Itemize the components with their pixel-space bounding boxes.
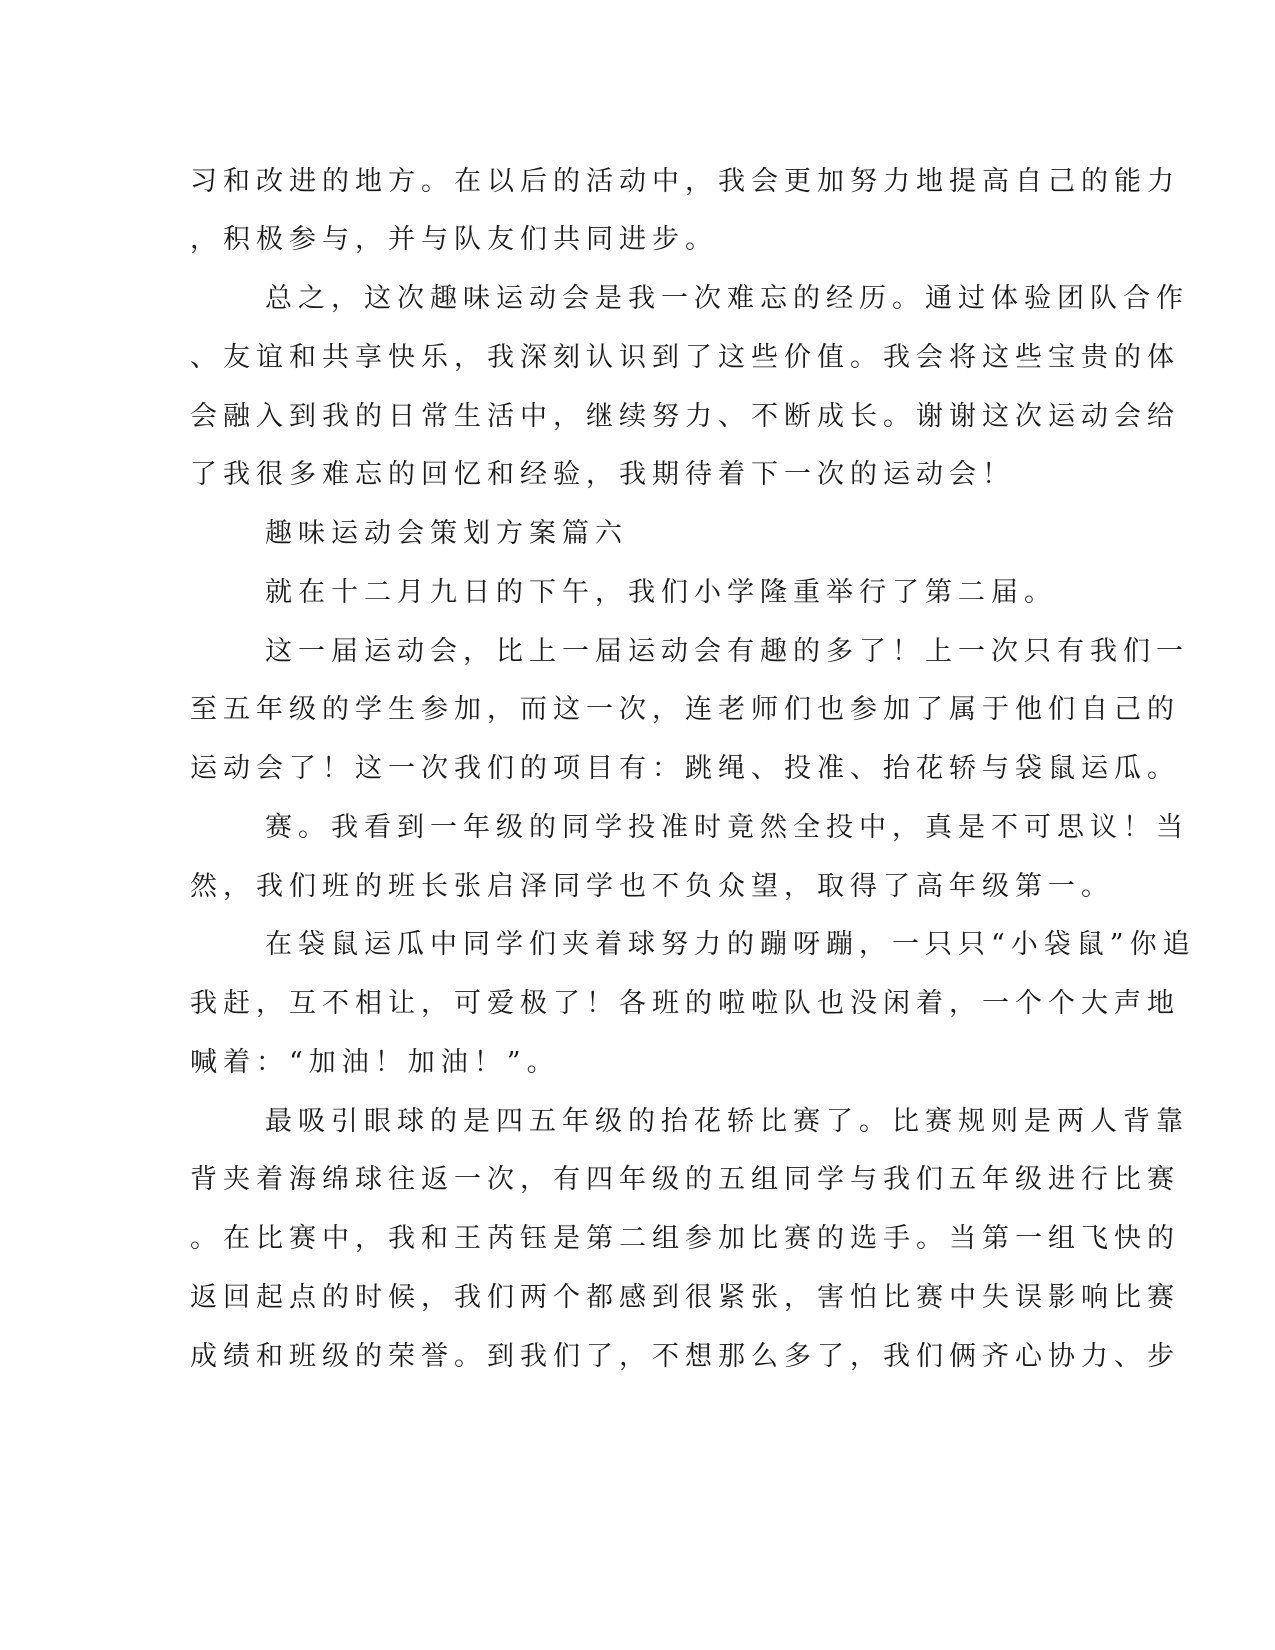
text-line: 、友谊和共享快乐，我深刻认识到了这些价值。我会将这些宝贵的体 <box>190 342 1180 373</box>
text-line: 背夹着海绵球往返一次，有四年级的五组同学与我们五年级进行比赛 <box>190 1164 1180 1195</box>
text-line: 运动会了！这一次我们的项目有：跳绳、投准、抬花轿与袋鼠运瓜。 <box>190 753 1180 784</box>
paragraph-first-line: 这一届运动会，比上一届运动会有趣的多了！上一次只有我们一 <box>265 636 1189 667</box>
paragraph-first-line: 赛。我看到一年级的同学投准时竟然全投中，真是不可思议！当 <box>265 812 1189 843</box>
text-line: 习和改进的地方。在以后的活动中，我会更加努力地提高自己的能力 <box>190 166 1180 197</box>
paragraph-first-line: 在袋鼠运瓜中同学们夹着球努力的蹦呀蹦，一只只“小袋鼠”你追 <box>265 929 1196 960</box>
section-heading: 趣味运动会策划方案篇六 <box>265 518 628 549</box>
text-line: 至五年级的学生参加，而这一次，连老师们也参加了属于他们自己的 <box>190 694 1180 725</box>
text-line: 返回起点的时候，我们两个都感到很紧张，害怕比赛中失误影响比赛 <box>190 1282 1180 1313</box>
text-line: 成绩和班级的荣誉。到我们了，不想那么多了，我们俩齐心协力、步 <box>190 1341 1180 1372</box>
text-line: 我赶，互不相让，可爱极了！各班的啦啦队也没闲着，一个个大声地 <box>190 988 1180 1019</box>
paragraph-first-line: 总之，这次趣味运动会是我一次难忘的经历。通过体验团队合作 <box>265 283 1189 314</box>
text-line: 然，我们班的班长张启泽同学也不负众望，取得了高年级第一。 <box>190 871 1114 902</box>
paragraph-first-line: 最吸引眼球的是四五年级的抬花轿比赛了。比赛规则是两人背靠 <box>265 1106 1189 1137</box>
paragraph-first-line: 就在十二月九日的下午，我们小学隆重举行了第二届。 <box>265 577 1057 608</box>
text-line: 。在比赛中，我和王芮钰是第二组参加比赛的选手。当第一组飞快的 <box>190 1223 1180 1254</box>
text-line: 了我很多难忘的回忆和经验，我期待着下一次的运动会！ <box>190 459 1015 490</box>
text-line: ，积极参与，并与队友们共同进步。 <box>190 224 718 255</box>
text-line: 喊着：“加油！加油！”。 <box>190 1047 560 1078</box>
text-line: 会融入到我的日常生活中，继续努力、不断成长。谢谢这次运动会给 <box>190 401 1180 432</box>
